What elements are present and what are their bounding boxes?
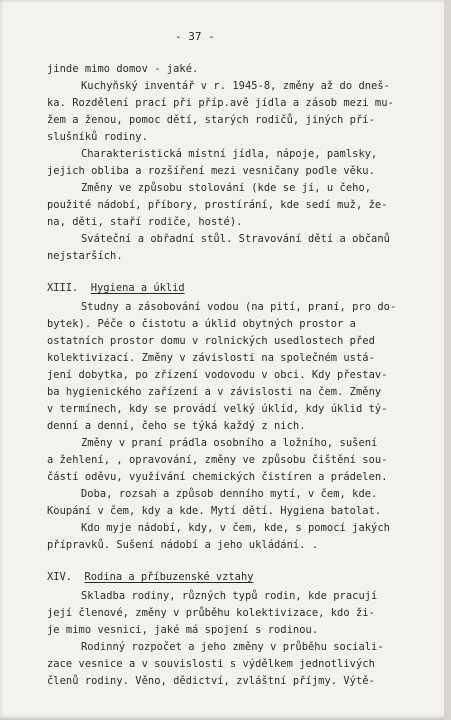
text-line: Doba, rozsah a způsob denního mytí, v čem, kde. — [81, 488, 378, 500]
text-line: jejich obliba a rozšíření mezi vesničany podle věku. — [47, 165, 375, 177]
section-number: XIV. — [47, 571, 73, 583]
text-line: bytek). Péče o čistotu a úklid obytných prostor a — [47, 318, 356, 330]
text-line: přípravků. Sušení nádobí a jeho ukládání. . — [47, 539, 319, 551]
text-line: Koupání v čem, kdy a kde. Mytí dětí. Hygiena batolat. — [47, 505, 382, 517]
page-edge-shadow — [444, 0, 451, 720]
text-line: nejstarších. — [47, 250, 123, 262]
text-line: Změny v praní prádla osobního a ložního, sušení — [81, 437, 378, 449]
text-line: jení dobytka, po zřízení vodovodu v obci. Kdy přestav- — [47, 369, 388, 381]
text-line: Kuchyňský inventář v r. 1945-8, změny až do dneš- — [81, 80, 390, 92]
text-line: a žehlení, , opravování, změny ve způsobu čištění sou- — [47, 454, 388, 466]
text-line: Skladba rodiny, různých typů rodin, kde pracují — [81, 590, 378, 602]
section-heading-xiv — [47, 571, 253, 584]
text-line: žem a ženou, pomoc dětí, starých rodičů, jiných pří- — [47, 114, 375, 126]
text-line: její členové, změny v průběhu kolektivizace, kdo ži- — [47, 607, 375, 619]
text-line: Charakteristická místní jídla, nápoje, pamlsky, — [81, 148, 378, 160]
text-line: Změny ve způsobu stolování (kde se jí, u čeho, — [81, 182, 372, 194]
text-line: Sváteční a obřadní stůl. Stravování dětí a občanů — [81, 233, 390, 245]
text-line: na, děti, staří rodiče, hosté). — [47, 216, 243, 228]
page-number: - 37 - — [175, 30, 215, 43]
text-line: denní a denní, čeho se týká každý z nich. — [47, 420, 306, 432]
text-line: zace vesnice a v souvislosti s výdělkem jednotlivých — [47, 658, 375, 670]
text-line: jinde mimo domov - jaké. — [47, 63, 199, 75]
text-line: kolektivizací. Změny v závislosti na společném ustá- — [47, 352, 375, 364]
section-heading-xiii — [47, 282, 185, 295]
section-title: Hygiena a úklid — [90, 282, 185, 294]
text-line: ka. Rozdělení prací při příp.avě jídla a zásob mezi mu- — [47, 97, 394, 109]
text-line: částí oděvu, využívání chemických čistíren a prádelen. — [47, 471, 388, 483]
text-line: je mimo vesnici, jaké má spojení s rodinou. — [47, 624, 319, 636]
text-line: ostatních prostor domu v rolnických usedlostech před — [47, 335, 375, 347]
text-line: v termínech, kdy se provádí velký úklid, kdy úklid tý- — [47, 403, 388, 415]
section-number: XIII. — [47, 282, 79, 294]
text-line: Rodinný rozpočet a jeho změny v průběhu sociali- — [81, 641, 384, 653]
text-line: ba hygienického zařízení a v závislosti na čem. Změny — [47, 386, 382, 398]
text-line: slušníků rodiny. — [47, 131, 148, 143]
text-line: členů rodiny. Věno, dědictví, zvláštní příjmy. Výtě- — [47, 675, 375, 687]
text-line: Studny a zásobování vodou (na pití, praní, pro do- — [81, 301, 397, 313]
section-title: Rodina a příbuzenské vztahy — [84, 571, 254, 583]
text-line: Kdo myje nádobí, kdy, v čem, kde, s pomocí jakých — [81, 522, 390, 534]
text-line: použité nádobí, příbory, prostírání, kde sedí muž, že- — [47, 199, 388, 211]
